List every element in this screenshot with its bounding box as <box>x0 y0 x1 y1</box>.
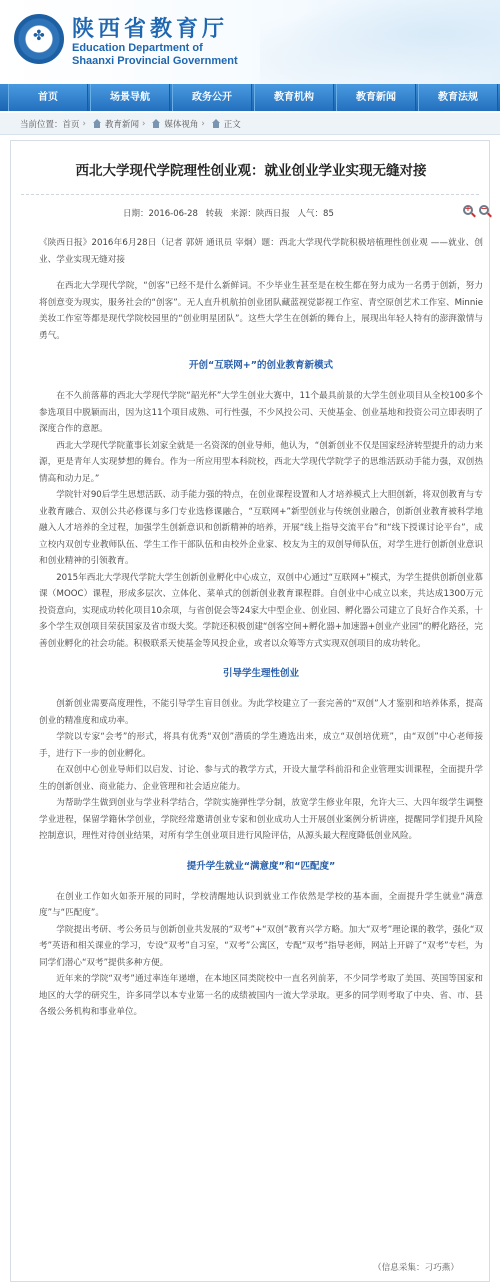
breadcrumb-separator: › <box>141 118 146 129</box>
nav-regulations[interactable]: 教育法规 <box>418 84 498 111</box>
paragraph: 学院针对90后学生思想活跃、动手能力强的特点，在创业课程设置和人才培养模式上大胆创新，将双创教育与专业教育融合、双创公共必修课与多门专业选修课融合，“互联网+”新型创业与传统创业融合，创新创业教育被科学地融入人才培养的全过程，加强学生创新意识和创新精神的培养，开展“线上指导交流平台”和“线下授课讨论平台”，成立校内双创专业教师队伍、学生工作干部队伍和由校外企业家、校友为主的双创导师队伍，对学生进行创新创业意识和创业精神的引领教育。 <box>39 490 483 566</box>
site-name-cn[interactable]: 陕西省教育厅 <box>72 16 229 42</box>
title-divider <box>21 194 479 195</box>
paragraph: 在创业工作如火如荼开展的同时，学校清醒地认识到就业工作依然是学校的基本面，全面提升学生就业“满意度”与“匹配度”。 <box>39 891 483 918</box>
section-heading: 开创“互联网+”的创业教育新模式 <box>189 360 333 371</box>
paragraph: 在双创中心创业导师们以启发、讨论、参与式的教学方式，开设大量学科前沿和企业管理实训课程，全面提升学生的创新创业、商业能力、企业管理和社会适应能力。 <box>39 765 483 792</box>
article-meta <box>123 207 339 219</box>
zoom-in-icon[interactable]: + <box>463 205 476 218</box>
header-decoration <box>260 0 500 84</box>
info-collector: （信息采集：刁巧燕） <box>373 1263 459 1273</box>
section-heading: 提升学生就业“满意度”和“匹配度” <box>186 860 336 872</box>
breadcrumb-separator: › <box>82 118 86 129</box>
meta-date: 日期：2016-06-28 <box>123 209 198 219</box>
nav-institutions[interactable]: 教育机构 <box>254 84 334 111</box>
paragraph: 创新创业需要高度理性，不能引导学生盲目创业。为此学校建立了一套完善的“双创”人才鉴别和培养体系，提高创业的精准度和成功率。 <box>39 699 483 726</box>
breadcrumb-home[interactable]: 首页 <box>62 119 80 130</box>
site-name-en-line1: Education Department of <box>72 42 203 54</box>
site-name-en <box>72 42 238 68</box>
breadcrumb-media[interactable]: 媒体视角 <box>164 119 199 130</box>
site-name-en-line2: Shaanxi Provincial Government <box>72 55 238 67</box>
nav-government-affairs[interactable]: 政务公开 <box>172 84 252 111</box>
site-header <box>0 0 500 84</box>
article-body <box>39 235 483 1021</box>
meta-views: 人气：85 <box>297 209 334 219</box>
breadcrumb <box>0 113 500 135</box>
emblem-logo[interactable]: ✤ <box>14 14 64 64</box>
nav-education-news[interactable]: 教育新闻 <box>336 84 416 111</box>
nav-home[interactable]: 首页 <box>8 84 88 111</box>
main-nav <box>0 84 500 111</box>
zoom-out-icon[interactable]: − <box>479 205 492 218</box>
paragraph: 学院以专家“会考”的形式，将具有优秀“双创”潜质的学生遴选出来，成立“双创培优班”，由“双创”中心老师接手，进行下一步的创业孵化。 <box>39 732 483 759</box>
paragraph: 为帮助学生做到创业与学业科学结合，学院实施弹性学分制，放宽学生修业年限，允许大三、大四年级学生调整学业进程，保留学籍休学创业，学院经常邀请创业专家和创业成功人士开展创业案例分析讲座，提醒同学们提升风险控制意识，理性对待创业结果，对所有学生创业项目进行风险评估，从源头最大程度降低创业风险。 <box>39 798 483 841</box>
paragraph: 西北大学现代学院董事长刘家全就是一名资深的创业导师，他认为，“创新创业不仅是国家经济转型提升的动力来源，更是青年人实现梦想的舞台。作为一所应用型本科院校，西北大学现代学院学子的思维活跃动手能力强，双创热情高和动力足。” <box>39 440 483 484</box>
meta-reprint: 转载 <box>205 209 223 219</box>
article-lead: 《陕西日报》2016年6月28日（记者 郭妍 通讯员 宰炯）题：西北大学现代学院积极培植理性创业观 ——就业、创业、学业实现无缝对接 <box>39 238 483 265</box>
paragraph: 2015年西北大学现代学院大学生创新创业孵化中心成立，双创中心通过“互联网+”模式，为学生提供创新创业慕课（MOOC）课程，形成多层次、立体化、菜单式的创新创业教育课程群。自创业中心成立以来，共达成1300万元投资意向，实现成功转化项目10余项，与省创促会等24家大中型企业、创业园、孵化器公司建立了良好合作关系，十多个学生双创项目荣获国家及省市级大奖。学院还积极创建“创客空间+孵化器+加速器+创业产业园”的孵化路径，完善创业孵化的社会功能。积极联系天使基金等风投企业，或者以众筹等方式实现双创项目的成功转化。 <box>39 572 483 649</box>
article-title: 西北大学现代学院理性创业观：就业创业学业实现无缝对接 <box>75 163 427 179</box>
nav-scene-guide[interactable]: 场景导航 <box>90 84 170 111</box>
breadcrumb-separator: › <box>201 118 205 129</box>
breadcrumb-news[interactable]: 教育新闻 <box>104 119 139 130</box>
home-icon <box>92 119 102 128</box>
section-heading: 引导学生理性创业 <box>222 668 299 679</box>
breadcrumb-current: 正文 <box>223 119 241 130</box>
breadcrumb-label: 当前位置： <box>20 119 63 130</box>
paragraph: 近年来的学院“双考”通过率连年递增，在本地区同类院校中一直名列前茅，不少同学考取了美国、英国等国家和地区的大学的研究生，许多同学以本专业第一名的成绩被国内一流大学录取。更多的同学则考取了中央、省、市、县各级公务机构和事业单位。 <box>39 974 483 1017</box>
article-intro: 在西北大学现代学院，“创客”已经不是什么新鲜词。不少毕业生甚至是在校生都在努力成为一名勇于创新，努力将创意变为现实，服务社会的“创客”。无人直升机航拍创业团队藏蓝视觉影视工作室、青空原创艺术工作室、Minnie美妆工作室等都是现代学院校园里的“创业明星团队”。这些大学生在创新的舞台上，展现出年轻人特有的澎湃激情与勇气。 <box>39 281 483 341</box>
paragraph: 在不久前落幕的西北大学现代学院“韶光杯”大学生创业大赛中，11个最具前景的大学生创业项目从全校100多个参选项目中脱颖而出，因为这11个项目成熟、可行性强，不少风投公司、天使基金、创业基地和投资公司立即表明了深度合作的意愿。 <box>39 391 483 434</box>
paragraph: 学院提出考研、考公务员与创新创业共发展的“双考”+“双创”教育兴学方略。加大“双考”理论课的教学，强化“双考”英语和相关课业的学习，专设“双考”自习室，“双考”公寓区，专配“双考”指导老师，网站上开辟了“双考”专栏，为同学们潜心“双考”提供多种方便。 <box>39 924 483 968</box>
article-frame <box>10 140 490 1282</box>
meta-source: 来源：陕西日报 <box>230 209 290 219</box>
home-icon <box>211 119 221 128</box>
home-icon <box>151 119 161 128</box>
